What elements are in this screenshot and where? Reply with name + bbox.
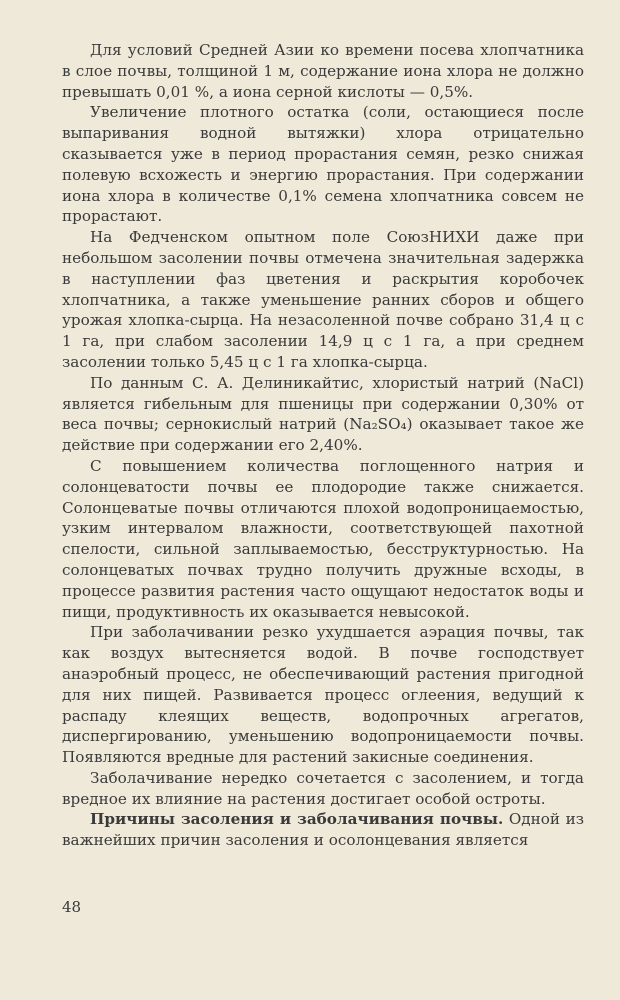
paragraph-5: С повышением количества поглощенного натрия и солонцеватости почвы ее плодородие также снижается. Солонцеватые почвы отличаются плохой водопроницаемостью, узким интервалом влажности, соответствующей пахотной спелости, сильной заплываемостью, бесструктурностью. На солонцеватых почвах трудно получить дружные всходы, в процессе развития растения часто ощущают недостаток воды и пищи, продуктивность их оказывается невысокой.: [62, 456, 584, 621]
paragraph-6: При заболачивании резко ухудшается аэрация почвы, так как воздух вытесняется водой. В почве господствует анаэробный процесс, не обеспечивающий растения пригодной для них пищей. Развивается процесс оглеения, ведущий к распаду клеящих веществ, водопрочных агрегатов, диспергированию, уменьшению водопроницаемости почвы. Появляются вредные для растений закисные соединения.: [62, 623, 584, 767]
paragraph-1: Для условий Средней Азии ко времени посева хлопчатника в слое почвы, толщиной 1 м, содержание иона хлора не должно превышать 0,01 %, а иона серной кислоты — 0,5%.: [62, 41, 584, 101]
section-heading: Причины засоления и заболачивания почвы.: [90, 810, 504, 829]
paragraph-4: По данным С. А. Делиникайтис, хлористый натрий (NaCl) является гибельным для пшеницы при содержании 0,30% от веса почвы; сернокислый натрий (Na₂SO₄) оказывает такое же действие при содержании его 2,40%.: [62, 373, 584, 455]
section-text: Одной из важнейших причин засоления и осолонцевания является: [62, 810, 585, 850]
paragraph-8: [62, 809, 584, 851]
paragraph-3: На Федченском опытном поле СоюзНИХИ даже при небольшом засолении почвы отмечена значительная задержка в наступлении фаз цветения и раскрытия коробочек хлопчатника, а также уменьшение ранних сборов и общего урожая хлопка-сырца. На незасоленной почве собрано 31,4 ц с 1 га, при слабом засолении 14,9 ц с 1 га, а при среднем засолении только 5,45 ц с 1 га хлопка-сырца.: [62, 228, 584, 371]
paragraph-2: Увеличение плотного остатка (соли, остающиеся после выпаривания водной вытяжки) хлора отрицательно сказывается уже в период прорастания семян, резко снижая полевую всхожесть и энергию прорастания. При содержании иона хлора в количестве 0,1% семена хлопчатника совсем не прорастают.: [62, 103, 584, 226]
paragraph-7: Заболачивание нередко сочетается с засолением, и тогда вредное их влияние на растения достигает особой остроты.: [62, 768, 584, 808]
page-text: [62, 40, 584, 851]
page-number: 48: [62, 898, 82, 916]
